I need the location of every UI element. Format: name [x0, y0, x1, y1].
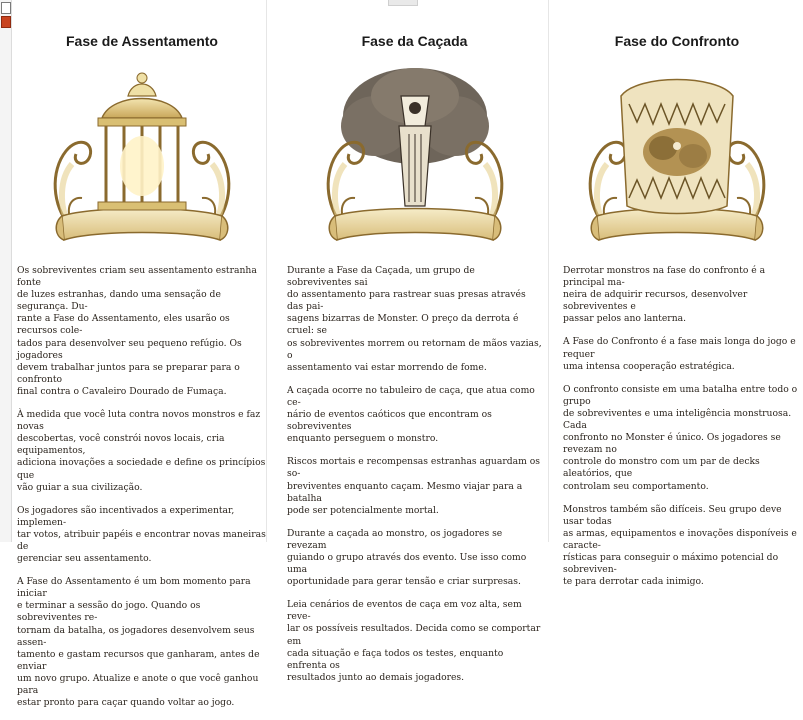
page-title: Fase de Assentamento [66, 33, 218, 49]
paragraph: Riscos mortais e recompensas estranhas aguardam os so- breviventes enquanto caçam. Mesmo viajar para a batalha pode ser potencialmente mortal. [287, 456, 540, 516]
column-confronto [563, 0, 800, 588]
pdf-icon[interactable] [1, 16, 11, 28]
column-cacada [287, 0, 542, 683]
paragraph: Durante a Fase da Caçada, um grupo de sobreviventes sai do assentamento para rastrear suas presas através das pai- sagens bizarras de Monster. O preço da derrota é cruel: se os sobreviventes morrem ou retornam de mãos vazias, o assentamento vai estar morrendo de fome. [287, 265, 542, 373]
paragraph: A Fase do Confronto é a fase mais longa do jogo e requer uma intensa cooperação estratégica. [563, 336, 796, 372]
document-icon[interactable] [1, 2, 11, 14]
column-body [287, 265, 542, 695]
paragraph: Monstros também são difíceis. Seu grupo deve usar todas as armas, equipamentos e inovações disponíveis e caracte- rísticas para conseguir o máximo potencial do sobreviven- te para derrotar cada inimigo. [563, 503, 797, 588]
monster-jaws-emblem-icon [567, 56, 787, 248]
column-body [563, 265, 803, 599]
lantern-emblem-icon [32, 56, 252, 248]
hunter-emblem-icon [305, 56, 525, 248]
page-divider [548, 0, 549, 542]
app-side-strip [0, 0, 12, 542]
column-assentamento [17, 0, 267, 709]
paragraph: A Fase do Assentamento é um bom momento para iniciar e terminar a sessão do jogo. Quando os sobreviventes re- tornam da batalha, os jogadores desenvolvem seus assen- tamento e gastam recursos que ganharam, antes de enviar um novo grupo. Atualize e anote o que você ganhou para estar pronto para caçar quando voltar ao jogo. [17, 576, 260, 709]
paragraph: À medida que você luta contra novos monstros e faz novas descobertas, você constrói novos locais, cria equipamentos, adiciona inovações a sociedade e define os princípios que vão guiar a sua civilização. [17, 409, 266, 493]
paragraph: Durante a caçada ao monstro, os jogadores se revezam guiando o grupo através dos evento. Use isso como uma oportunidade para gerar tensão e criar surpresas. [287, 527, 527, 588]
paragraph: Derrotar monstros na fase do confronto é a principal ma- neira de adquirir recursos, desenvolver sobreviventes e passar pelos ano lanterna. [563, 265, 766, 325]
page-title: Fase do Confronto [614, 33, 740, 49]
paragraph: O confronto consiste em uma batalha entre todo o grupo de sobreviventes e uma inteligência monstruosa. Cada confronto no Monster é único. Os jogadores se revezam no controle do monstro com um par de decks aleatórios, que controlam seu comportamento. [563, 383, 798, 492]
paragraph: Os sobreviventes criam seu assentamento estranha fonte de luzes estranhas, dando uma sensação de segurança. Du- rante a Fase do Assentamento, eles usarão os recursos cole- tados para desenvolver seu pequeno refúgio. Os jogadores devem trabalhar juntos para se preparar para o confronto final contra o Cavaleiro Dourado de Fumaça. [17, 265, 257, 397]
column-body [17, 265, 267, 720]
paragraph: Os jogadores são incentivados a experimentar, implemen- tar votos, atribuir papéis e encontrar novas maneiras de gerenciar seu assentamento. [17, 504, 266, 565]
paragraph: Leia cenários de eventos de caça em voz alta, sem reve- lar os possíveis resultados. Decida como se comportar em cada situação e faça todos os testes, enquanto enfrenta os resultados junto ao demais jogadores. [287, 599, 541, 683]
paragraph: A caçada ocorre no tabuleiro de caça, que atua como ce- nário de eventos caóticos que encontram os sobreviventes enquanto perseguem o monstro. [287, 384, 535, 445]
page-title: Fase da Caçada [361, 33, 468, 49]
